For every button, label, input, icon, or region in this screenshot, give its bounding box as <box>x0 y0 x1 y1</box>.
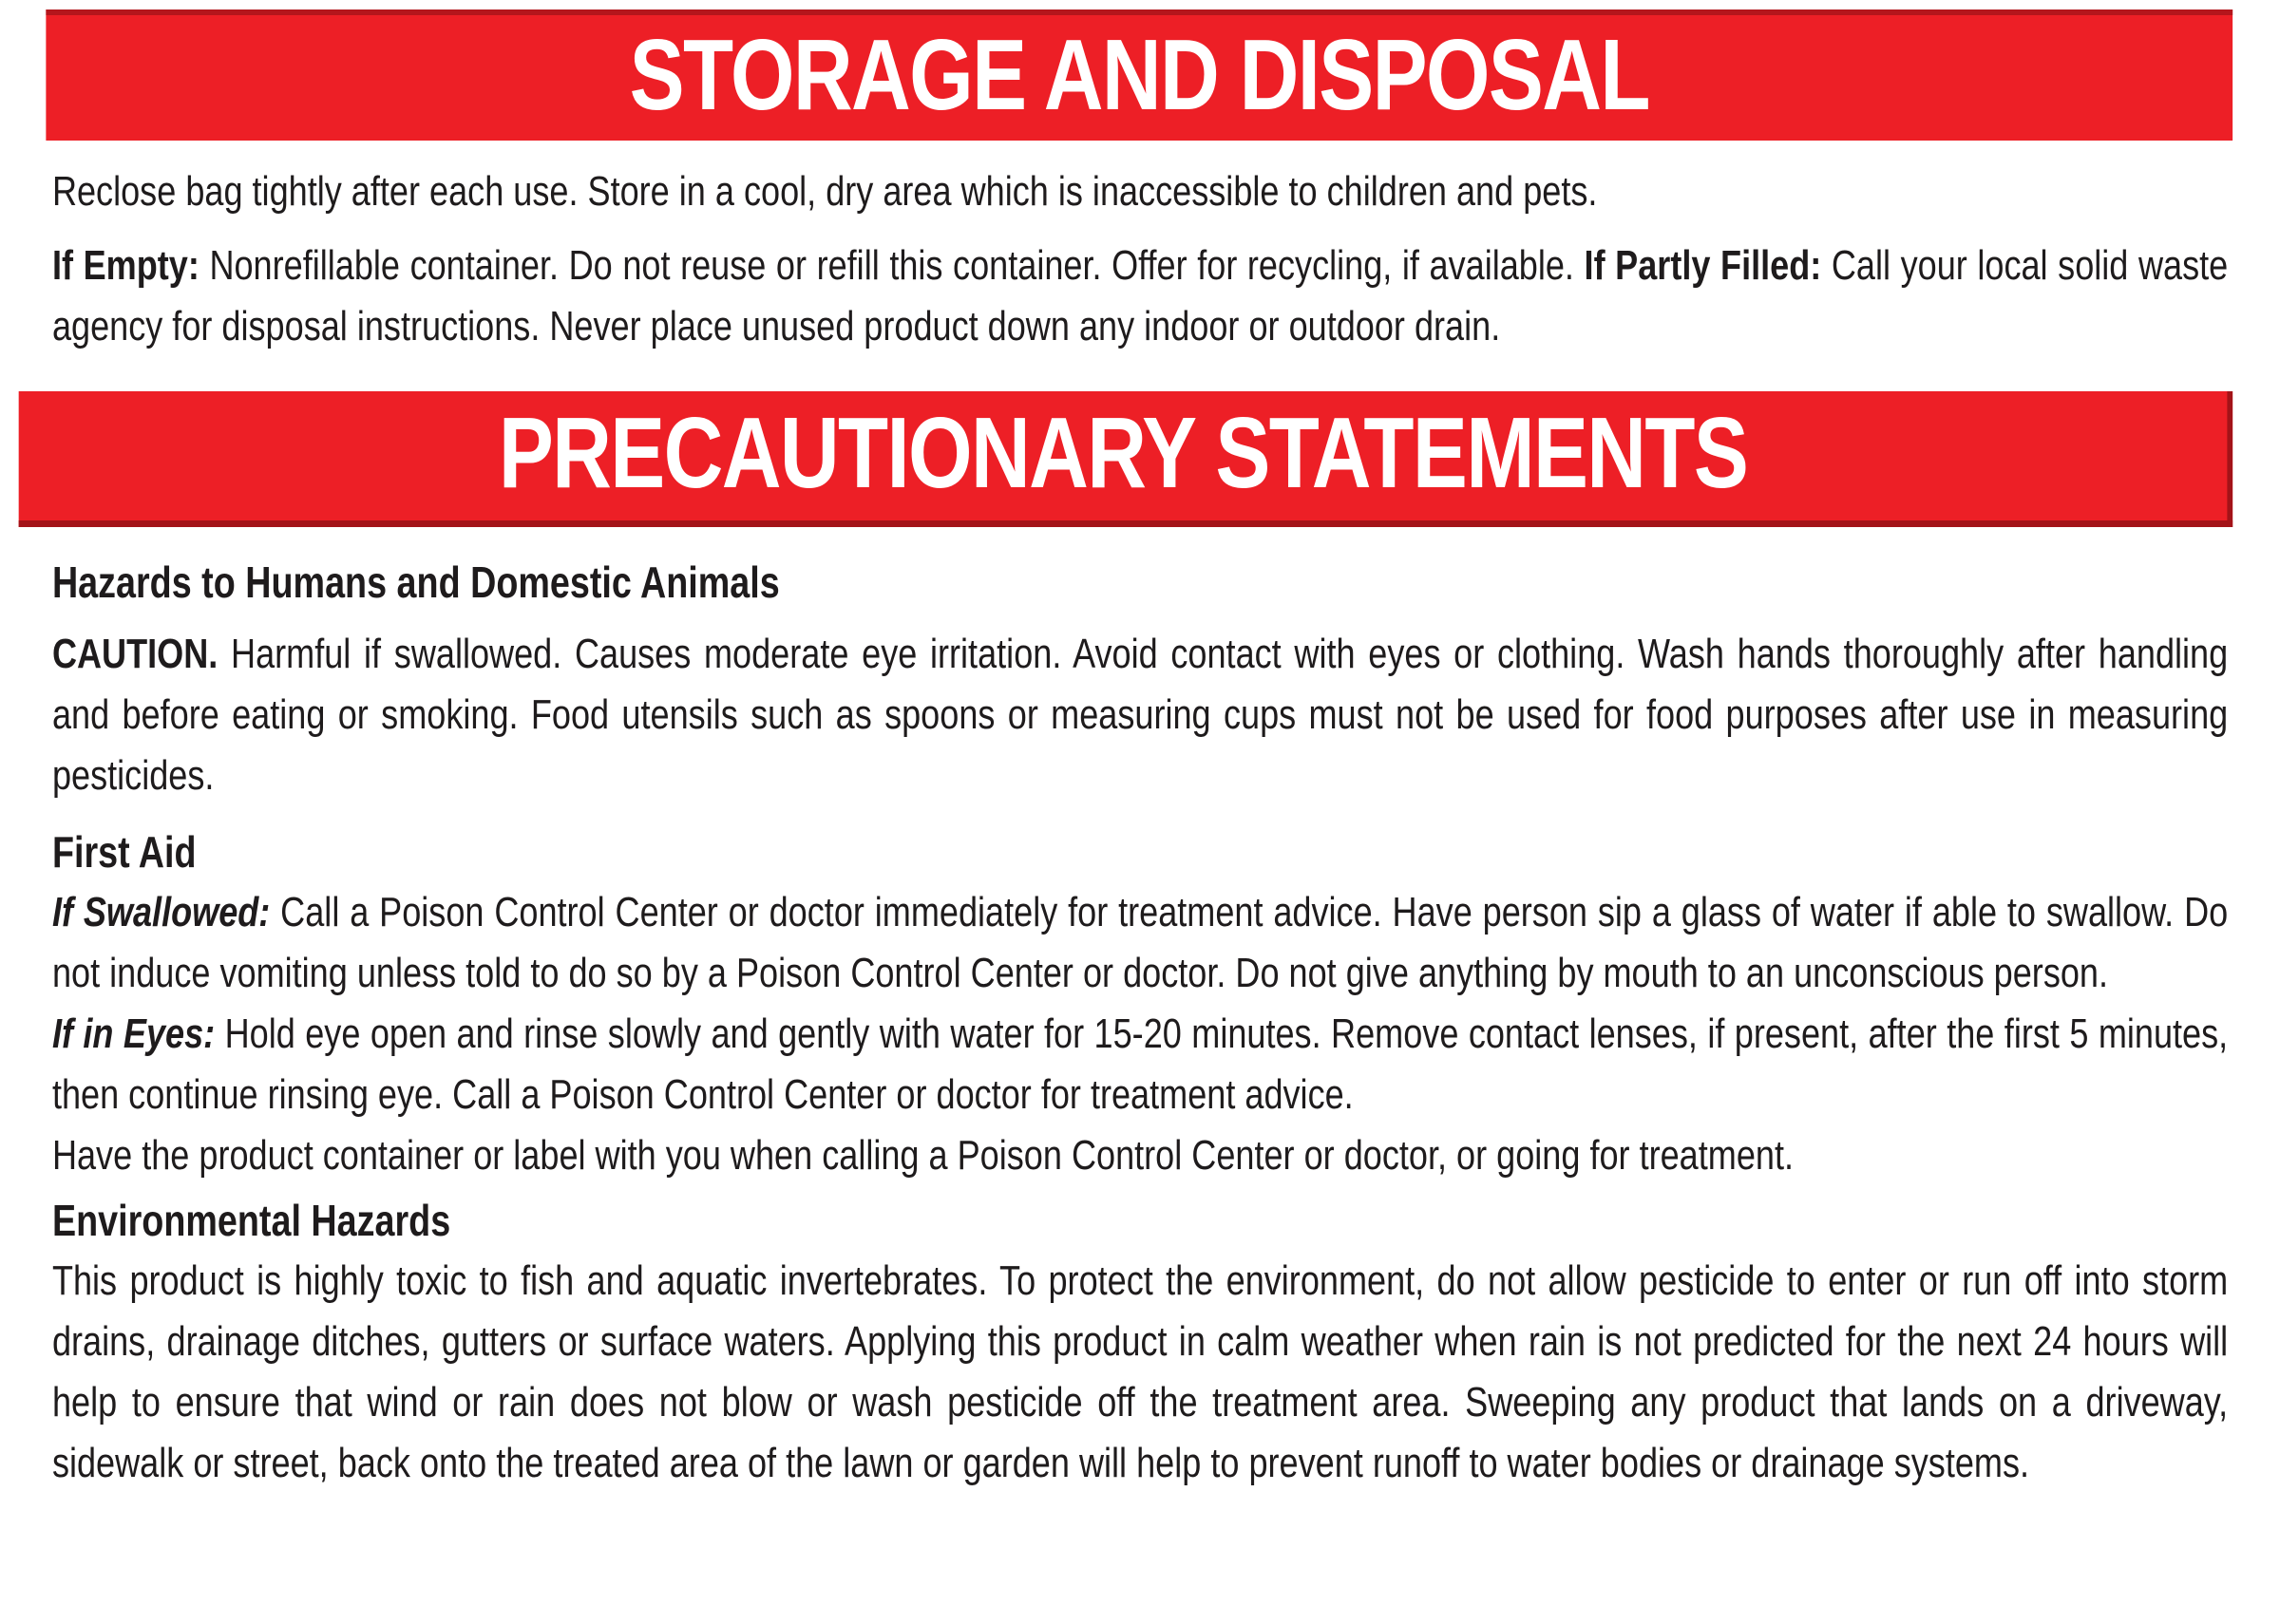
precautionary-statements-banner <box>19 391 2232 527</box>
if-swallowed-paragraph: If Swallowed: Call a Poison Control Center or doctor immediately for treatment advice. Have person sip a glass of water if able to swallow. Do not induce vomiting unless told to do so by a Poison Control Center or doctor. Do not give anything by mouth to an unconscious person. <box>51 889 2229 996</box>
disposal-instructions-paragraph: If Empty: Nonrefillable container. Do not reuse or refill this container. Offer for recycling, if available. If Partly Filled: Call your local solid waste agency for disposal instructions. Never place unused product down any indoor or outdoor drain. <box>51 242 2229 349</box>
pesticide-label-page <box>0 9 2280 1494</box>
reclose-storage-paragraph: Reclose bag tightly after each use. Store in a cool, dry area which is inaccessible to children and pets. <box>51 168 1598 215</box>
storage-disposal-section <box>0 161 2280 357</box>
environmental-hazards-paragraph: This product is highly toxic to fish and aquatic invertebrates. To protect the environment, do not allow pesticide to enter or run off into storm drains, drainage ditches, gutters or surface waters. Applying this product in calm weather when rain is not predicted for the next 24 hours will help to ensure that wind or rain does not blow or wash pesticide off the treatment area. Sweeping any product that lands on a driveway, sidewalk or street, back onto the treated area of the lawn or garden will help to prevent runoff to water bodies or drainage systems. <box>51 1257 2229 1486</box>
storage-disposal-banner-title: STORAGE AND DISPOSAL <box>629 19 1649 131</box>
container-label-note: Have the product container or label with you when calling a Poison Control Center or doctor, or going for treatment. <box>51 1132 1795 1179</box>
caution-paragraph: CAUTION. Harmful if swallowed. Causes moderate eye irritation. Avoid contact with eyes or clothing. Wash hands thoroughly after handling and before eating or smoking. Food utensils such as spoons or measuring cups must not be used for food purposes after use in measuring pesticides. <box>51 631 2229 799</box>
storage-disposal-banner <box>46 9 2232 141</box>
precautionary-statements-banner-title: PRECAUTIONARY STATEMENTS <box>498 397 1748 509</box>
hazards-to-humans-heading: Hazards to Humans and Domestic Animals <box>51 557 780 607</box>
environmental-hazards-heading: Environmental Hazards <box>51 1196 451 1245</box>
first-aid-heading: First Aid <box>51 827 197 877</box>
precautionary-statements-section <box>0 552 2280 1494</box>
if-in-eyes-paragraph: If in Eyes: Hold eye open and rinse slowly and gently with water for 15-20 minutes. Remove contact lenses, if present, after the first 5 minutes, then continue rinsing eye. Call a Poison Control Center or doctor for treatment advice. <box>51 1010 2229 1118</box>
